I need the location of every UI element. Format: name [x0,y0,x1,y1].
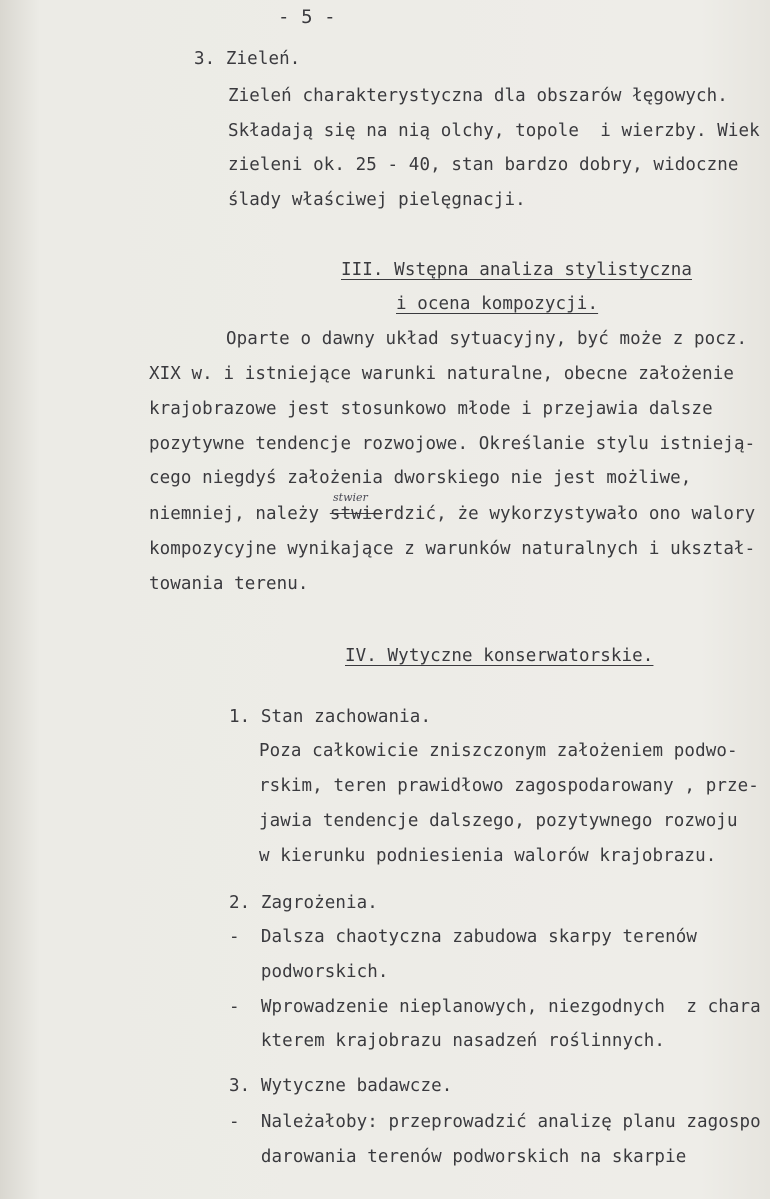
bullet-line: - Należałoby: przeprowadzić analizę planu zagospo [229,1112,761,1132]
bullet-line: kterem krajobrazu nasadzeń roślinnych. [229,1031,666,1051]
text-segment: niemniej, należy [149,504,330,524]
text-line-corrected [149,503,755,525]
chapter-title-line2: i ocena kompozycji. [396,294,599,314]
section-heading-zielen: 3. Zieleń. [194,49,301,69]
text-line: zieleni ok. 25 - 40, stan bardzo dobry, widoczne [228,155,739,175]
chapter-title-line1: III. Wstępna analiza stylistyczna [341,260,692,280]
item-heading: 2. Zagrożenia. [229,893,378,913]
bullet-line: podworskich. [229,962,389,982]
text-line: ślady właściwej pielęgnacji. [228,190,526,210]
item-heading: 1. Stan zachowania. [229,707,432,727]
text-segment: rdzić, że wykorzystywało ono walory [383,504,756,524]
text-line: krajobrazowe jest stosunkowo młode i przejawia dalsze [149,399,713,419]
text-line: Poza całkowicie zniszczonym założeniem podwo- [259,741,738,761]
page-number: - 5 - [278,6,336,28]
text-line: XIX w. i istniejące warunki naturalne, obecne założenie [149,364,734,384]
text-line: towania terenu. [149,574,309,594]
text-line: rskim, teren prawidłowo zagospodarowany , prze- [259,776,759,796]
text-line: kompozycyjne wynikające z warunków naturalnych i ukształ- [149,539,756,559]
chapter-title: IV. Wytyczne konserwatorskie. [345,646,654,666]
bullet-line: - Wprowadzenie nieplanowych, niezgodnych z chara [229,997,761,1017]
text-line: cego niegdyś założenia dworskiego nie jest możliwe, [149,468,692,488]
item-heading: 3. Wytyczne badawcze. [229,1076,453,1096]
struck-text: stwie [329,504,383,524]
text-line: Zieleń charakterystyczna dla obszarów łęgowych. [228,86,728,106]
text-line: pozytywne tendencje rozwojowe. Określanie stylu istnieją- [149,434,756,454]
text-line: Składają się na nią olchy, topole i wierzby. Wiek [228,121,760,141]
bullet-line: darowania terenów podworskich na skarpie [229,1147,687,1167]
handwritten-correction: stwier [333,491,368,504]
text-line: w kierunku podniesienia walorów krajobrazu. [259,846,717,866]
bullet-line: - Dalsza chaotyczna zabudowa skarpy terenów [229,927,697,947]
text-line: Oparte o dawny układ sytuacyjny, być może z pocz. [226,329,748,349]
text-line: jawia tendencje dalszego, pozytywnego rozwoju [259,811,738,831]
